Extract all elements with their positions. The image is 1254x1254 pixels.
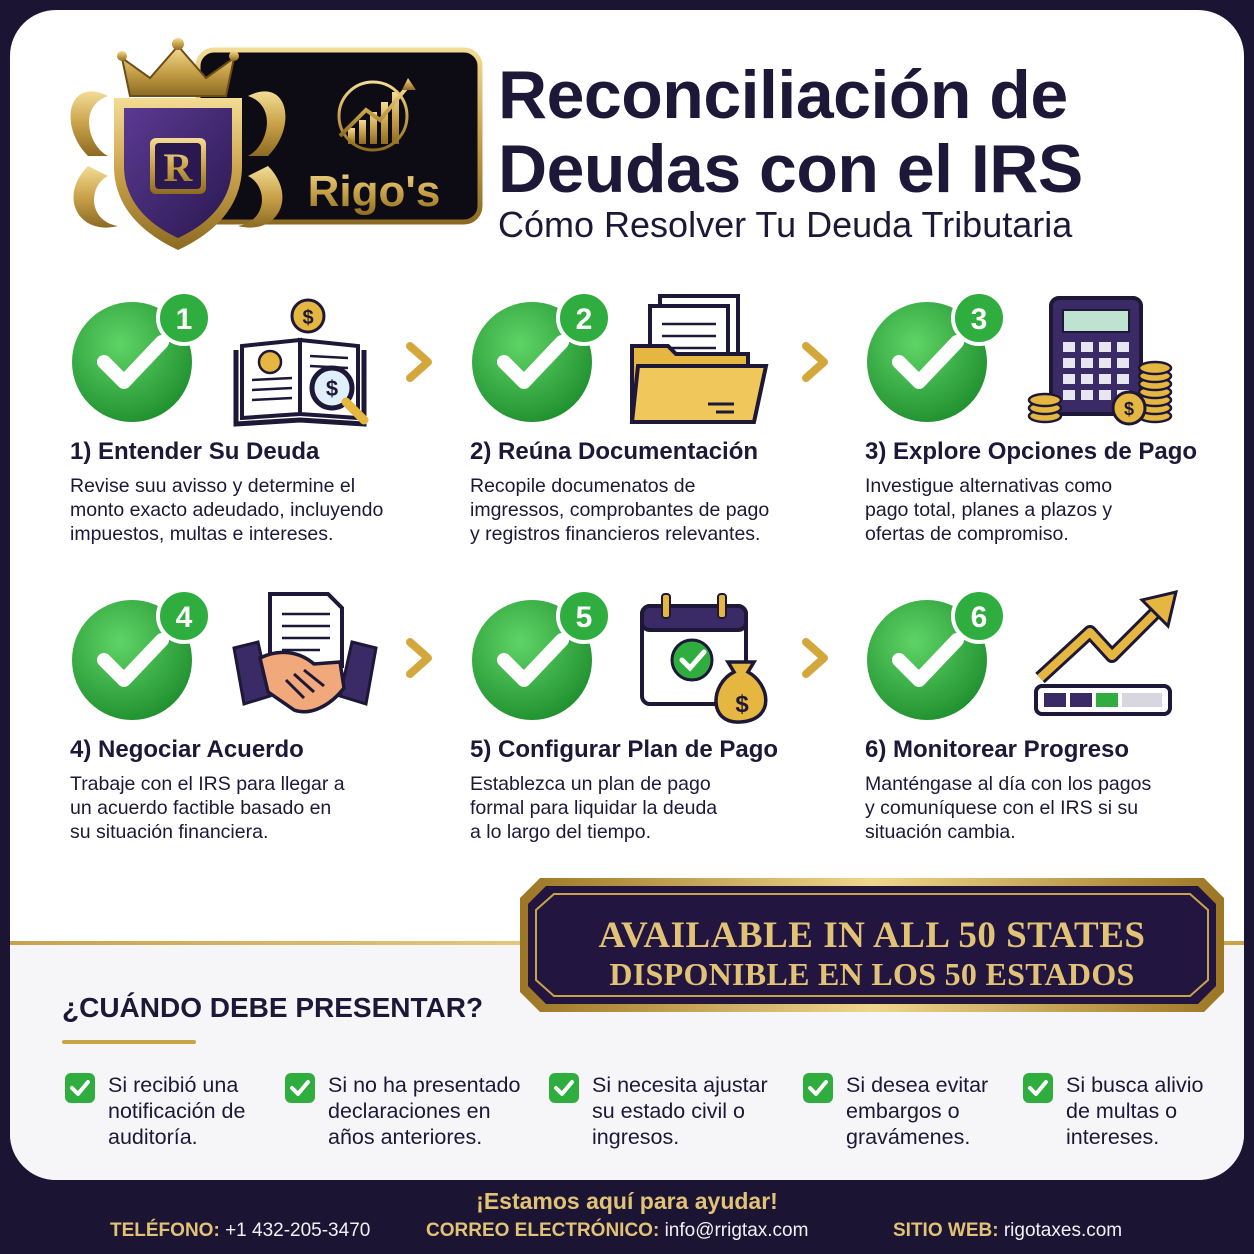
step-6 xyxy=(865,588,1235,848)
footer-email[interactable] xyxy=(426,1220,808,1242)
step-number: 1 xyxy=(175,303,193,336)
step-5 xyxy=(470,588,840,848)
step-3 xyxy=(865,290,1235,550)
chevron-right-icon xyxy=(798,340,834,384)
checkbox-checked-icon xyxy=(802,1072,834,1104)
step-title: 3) Explore Opciones de Pago xyxy=(865,438,1198,465)
trend-arrow-progress-icon xyxy=(1030,588,1180,728)
title-underline xyxy=(62,1040,196,1044)
step-4 xyxy=(70,588,440,848)
page-title-line-1: Reconciliación de xyxy=(498,57,1068,133)
step-2 xyxy=(470,290,840,550)
email-value[interactable]: info@rrigtax.com xyxy=(664,1220,809,1241)
criteria-text: Si recibió una notificación de auditoría. xyxy=(108,1073,246,1149)
step-description: Investigue alternativas como pago total, planes a plazos y ofertas de compromiso. xyxy=(865,475,1113,545)
footer-phone[interactable] xyxy=(110,1220,370,1242)
page-subtitle: Cómo Resolver Tu Deuda Tributaria xyxy=(498,204,1073,245)
svg-text:$: $ xyxy=(735,691,749,718)
footer-website[interactable] xyxy=(893,1220,1122,1242)
step-description: Manténgase al día con los pagos y comuníquese con el IRS si su situación cambia. xyxy=(865,773,1152,843)
step-1 xyxy=(70,290,440,550)
step-number: 5 xyxy=(575,601,593,634)
svg-text:$: $ xyxy=(1123,399,1135,419)
logo-emblem-letter: R xyxy=(163,145,193,190)
step-title: 2) Reúna Documentación xyxy=(470,438,759,465)
when-to-file-title: ¿CUÁNDO DEBE PRESENTAR? xyxy=(62,992,484,1023)
criteria-text: Si busca alivio de multas o intereses. xyxy=(1066,1073,1204,1149)
email-label: CORREO ELECTRÓNICO: xyxy=(426,1220,660,1241)
open-book-magnifier-icon xyxy=(220,290,370,430)
step-title: 6) Monitorear Progreso xyxy=(865,736,1130,763)
step-number: 4 xyxy=(175,601,193,634)
check-badge-icon xyxy=(70,588,210,728)
footer-tagline: ¡Estamos aquí para ayudar! xyxy=(476,1188,778,1214)
criteria-text: Si no ha presentado declaraciones en años anteriores. xyxy=(328,1073,521,1149)
phone-value[interactable]: +1 432-205-3470 xyxy=(225,1220,371,1241)
brand-name: Rigo's xyxy=(307,167,441,216)
website-value[interactable]: rigotaxes.com xyxy=(1003,1220,1123,1241)
rigos-logo xyxy=(48,36,488,266)
svg-text:$: $ xyxy=(325,376,339,401)
chevron-right-icon xyxy=(798,636,834,680)
step-title: 5) Configurar Plan de Pago xyxy=(470,736,779,763)
step-title: 4) Negociar Acuerdo xyxy=(70,736,304,763)
criteria-text: Si desea evitar embargos o gravámenes. xyxy=(846,1073,989,1149)
checkbox-checked-icon xyxy=(1022,1072,1054,1104)
step-description: Revise suu avisso y determine el monto exacto adeudado, incluyendo impuestos, multas e intereses. xyxy=(70,475,384,545)
folder-documents-icon xyxy=(620,290,770,430)
check-badge-icon xyxy=(470,290,610,430)
checkbox-checked-icon xyxy=(284,1072,316,1104)
page-title-line-2: Deudas con el IRS xyxy=(498,131,1083,207)
checkbox-checked-icon xyxy=(64,1072,96,1104)
chevron-right-icon xyxy=(402,636,438,680)
step-number: 2 xyxy=(575,303,593,336)
availability-banner xyxy=(520,878,1224,1012)
step-description: Recopile documenatos de imgressos, comprobantes de pago y registros financieros relevantes. xyxy=(470,475,770,545)
handshake-document-icon xyxy=(230,588,380,728)
calendar-money-bag-icon xyxy=(630,588,780,728)
checkbox-checked-icon xyxy=(548,1072,580,1104)
step-description: Establezca un plan de pago formal para liquidar la deuda a lo largo del tiempo. xyxy=(470,773,718,843)
calculator-coins-icon xyxy=(1025,290,1175,430)
step-number: 3 xyxy=(970,303,988,336)
step-title: 1) Entender Su Deuda xyxy=(70,438,320,465)
phone-label: TELÉFONO: xyxy=(110,1220,220,1241)
check-badge-icon xyxy=(865,290,1005,430)
banner-text-es: DISPONIBLE EN LOS 50 ESTADOS xyxy=(609,956,1135,992)
step-description: Trabaje con el IRS para llegar a un acuerdo factible basado en su situación financiera. xyxy=(70,773,345,843)
check-badge-icon xyxy=(70,290,210,430)
check-badge-icon xyxy=(470,588,610,728)
chevron-right-icon xyxy=(402,340,438,384)
check-badge-icon xyxy=(865,588,1005,728)
infographic-card xyxy=(10,10,1244,1180)
step-number: 6 xyxy=(970,601,988,634)
criteria-text: Si necesita ajustar su estado civil o ingresos. xyxy=(592,1073,768,1149)
svg-text:$: $ xyxy=(302,307,314,329)
banner-text-en: AVAILABLE IN ALL 50 STATES xyxy=(598,915,1146,956)
website-label: SITIO WEB: xyxy=(893,1220,999,1241)
